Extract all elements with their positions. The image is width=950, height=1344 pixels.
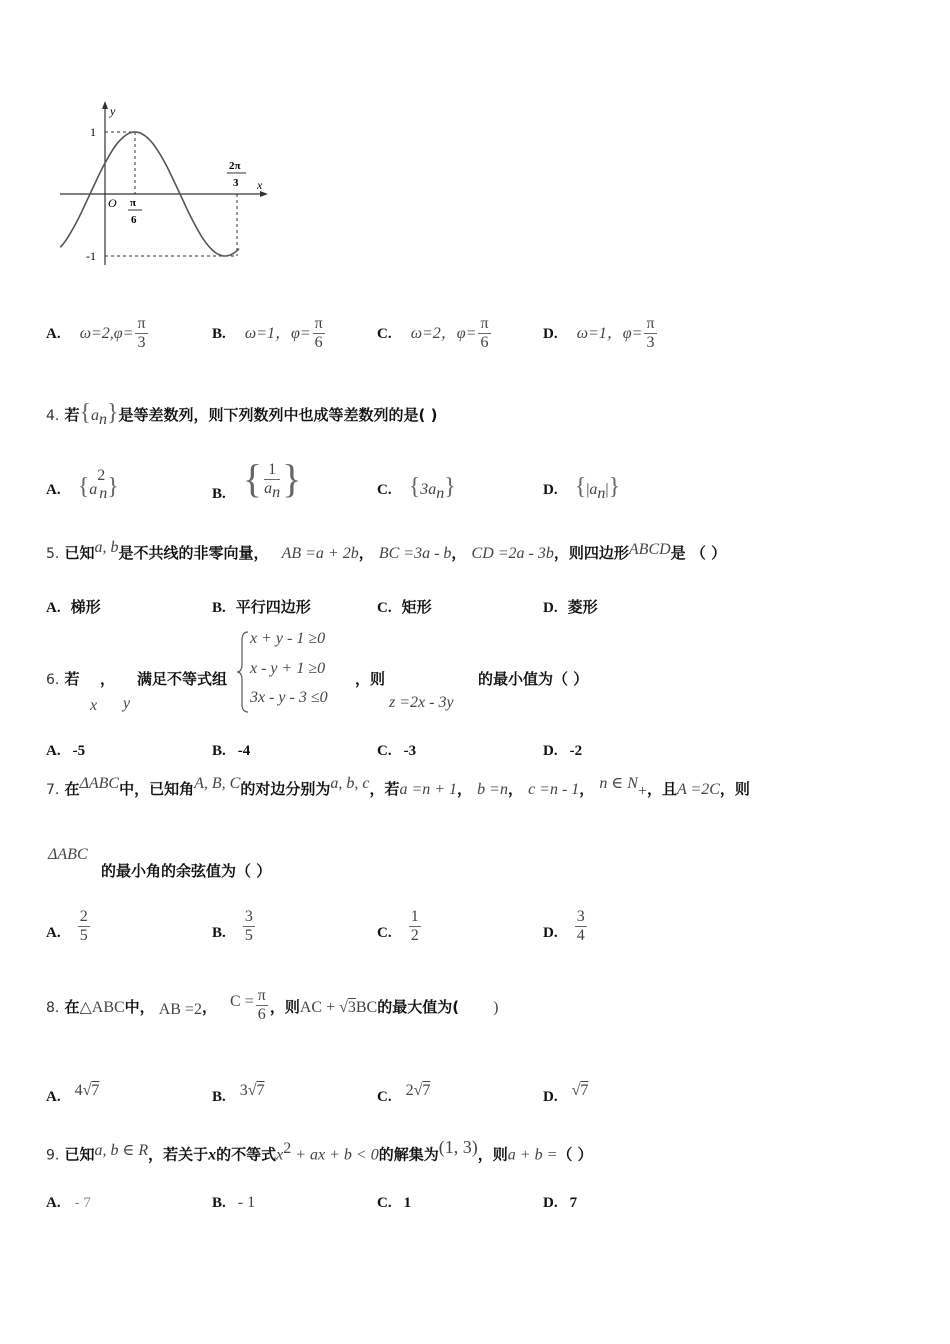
option-text: 7 (569, 1195, 578, 1211)
omega-value: ω=2, (79, 325, 114, 342)
q4-option-d[interactable]: D. $\{|a_n|\}$ (543, 474, 621, 503)
q5-option-d[interactable] (543, 596, 598, 617)
q6-option-a[interactable] (46, 740, 85, 760)
stem-math: n ∈ N (599, 775, 638, 792)
question-number: 7. (46, 782, 60, 798)
stem-math: a, b ∈ R (94, 1142, 149, 1160)
frac-num: π (646, 315, 655, 332)
q9-option-d[interactable] (543, 1192, 577, 1212)
option-label: C. (377, 743, 392, 759)
stem-text: ， (507, 780, 523, 798)
q3-option-a[interactable] (46, 315, 150, 352)
question-number: 6. (46, 672, 60, 688)
q8-option-b[interactable]: B. 3√7 (212, 1082, 265, 1105)
q3-option-c[interactable] (377, 315, 493, 352)
option-label: A. (46, 600, 61, 616)
option-text: 矩形 (401, 598, 432, 616)
stem-text: ， (451, 544, 467, 562)
option-label: B. (212, 743, 226, 759)
frac-den: 6 (257, 1006, 266, 1023)
stem-math: ΔABC (79, 775, 120, 792)
option-label: B. (212, 1089, 226, 1105)
stem-math: A =2C (676, 781, 720, 798)
stem-text: 满足不等式组 (137, 670, 228, 688)
option-text: -4 (237, 743, 251, 759)
frac-den: 6 (314, 334, 323, 351)
stem-math: AB =2 (158, 1001, 202, 1018)
var-x: x (90, 697, 98, 714)
stem-text: 中，已知角 (119, 780, 195, 798)
frac-den: 3 (646, 334, 655, 351)
option-label: B. (212, 486, 226, 502)
option-text: -5 (72, 743, 86, 759)
q3-option-d[interactable] (543, 315, 659, 352)
stem-text: 是不共线的非零向量， (118, 544, 269, 562)
option-coef: 3 (239, 1082, 248, 1099)
stem-text: 已知 (64, 1145, 95, 1164)
stem-math: CD =2a - 3b (471, 545, 554, 562)
option-math: a (89, 481, 98, 498)
q6-option-b[interactable] (212, 740, 250, 760)
stem-text: ，且 (646, 780, 677, 798)
option-coef: 2 (405, 1082, 414, 1099)
q8-option-a[interactable]: A. 4√7 (46, 1082, 100, 1105)
seq-sub: n (99, 411, 107, 429)
q6-stem (46, 668, 79, 689)
option-text: 1 (403, 1195, 412, 1211)
option-text: 菱形 (567, 598, 598, 616)
objective: z =2x - 3y (389, 694, 454, 711)
stem-math: a + b = (507, 1146, 558, 1164)
stem-text: ，则 (719, 780, 750, 798)
y-axis-label: y (110, 104, 116, 118)
option-label: A. (46, 743, 61, 759)
frac-den: 3 (137, 334, 146, 351)
option-text: - 1 (237, 1194, 256, 1211)
stem-text: ，则 (355, 670, 386, 688)
frac-num: 1 (264, 461, 280, 480)
inequality-2: x - y + 1 ≥0 (250, 660, 326, 677)
stem-math: ABCD (628, 541, 671, 558)
option-rad: 7 (91, 1082, 100, 1099)
option-sub: n (436, 485, 445, 503)
stem-var: x (208, 1146, 217, 1164)
frac-den-sub: n (272, 484, 281, 502)
stem-text: ， (358, 544, 374, 562)
x2-num: 2π (229, 160, 241, 172)
q8-option-d[interactable]: D. √7 (543, 1082, 589, 1105)
frac-num: π (257, 987, 266, 1004)
y-max-label: 1 (90, 125, 96, 139)
inequality-1: x + y - 1 ≥0 (250, 630, 326, 647)
stem-math: AB =a + 2b (281, 545, 359, 562)
q3-option-b[interactable] (212, 315, 327, 352)
sine-graph (50, 95, 290, 275)
stem-text: （ ） (557, 1145, 593, 1164)
stem-math: (1, 3) (438, 1137, 478, 1158)
stem-text: ， (579, 780, 595, 798)
stem-math: ΔABC (48, 846, 88, 863)
stem-math: BC =3a - b (378, 545, 452, 562)
option-label: A. (46, 925, 61, 941)
x1-num: π (130, 197, 137, 209)
stem-text: 的最大值为( (377, 998, 460, 1016)
frac-den: 2 (410, 927, 419, 944)
option-label: A. (46, 326, 61, 342)
question-number: 8. (46, 1000, 60, 1016)
frac-den: 5 (244, 927, 253, 944)
option-text: -3 (403, 743, 417, 759)
stem-math: + ax + b < 0 (291, 1146, 379, 1164)
option-label: C. (377, 1089, 392, 1105)
stem-text: 的最小值为（ ） (478, 670, 589, 688)
option-label: D. (543, 1195, 558, 1211)
omega-value: ω=2， (410, 325, 457, 342)
option-text: - 7 (74, 1195, 91, 1211)
option-label: C. (377, 925, 392, 941)
q4-option-c[interactable]: C. $\{3a_n\}$ (377, 474, 456, 503)
q9-option-b[interactable] (212, 1192, 255, 1212)
option-sub: n (597, 485, 606, 503)
q5-option-c[interactable] (377, 596, 432, 617)
q6-option-d[interactable] (543, 740, 582, 760)
option-sub: n (99, 485, 108, 503)
stem-text: ，若 (369, 780, 400, 798)
stem-text: 已知 (64, 544, 95, 562)
stem-text: ，则四边形 (553, 544, 629, 562)
option-text: -2 (569, 743, 583, 759)
stem-math: A, B, C (194, 775, 241, 792)
q7-option-b[interactable] (212, 908, 257, 945)
stem-text: 的不等式 (216, 1145, 277, 1164)
q7-stem (46, 775, 750, 803)
option-label: D. (543, 743, 558, 759)
stem-text: ， (100, 670, 116, 688)
option-label: B. (212, 1195, 226, 1211)
stem-text: 的最小角的余弦值为（ ） (101, 862, 272, 880)
x1-den: 6 (131, 214, 137, 226)
phi-eq: φ= (622, 325, 643, 342)
option-label: C. (377, 326, 392, 342)
stem-text: ，则 (269, 998, 300, 1016)
stem-text: ，则 (477, 1145, 508, 1164)
stem-text: ， (457, 780, 473, 798)
q4-option-a[interactable]: A. $\{a^2_n\}$ (46, 466, 119, 503)
frac-num: π (314, 315, 323, 332)
stem-math: C = (230, 993, 254, 1010)
x2-den: 3 (233, 177, 239, 189)
seq-symbol: a (91, 407, 99, 424)
inequality-3: 3x - y - 3 ≤0 (250, 689, 328, 706)
frac-num: 2 (79, 908, 88, 925)
option-label: D. (543, 600, 558, 616)
option-label: A. (46, 1089, 61, 1105)
stem-sup: 2 (283, 1140, 292, 1157)
stem-text: ，若关于 (148, 1145, 209, 1164)
omega-value: ω=1， (576, 325, 623, 342)
frac-num: 3 (244, 908, 253, 925)
frac-num: π (480, 315, 489, 332)
stem-sub: + (637, 783, 647, 801)
option-label: A. (46, 1195, 61, 1211)
option-label: D. (543, 1089, 558, 1105)
stem-math: △ABC (79, 999, 125, 1016)
question-number: 4. (46, 408, 60, 424)
option-rad: 7 (580, 1082, 589, 1099)
stem-text: 在 (64, 998, 80, 1016)
option-label: C. (377, 600, 392, 616)
option-label: C. (377, 482, 392, 498)
phi-eq: φ= (113, 325, 134, 342)
option-label: B. (212, 326, 226, 342)
y-axis-arrow (102, 101, 108, 109)
var-y: y (123, 695, 131, 712)
stem-math: c =n - 1 (528, 781, 580, 798)
stem-math: AC + (299, 999, 340, 1016)
x-axis-label: x (257, 178, 263, 192)
option-text: 平行四边形 (235, 598, 311, 616)
q7-option-a[interactable] (46, 908, 92, 945)
q9-option-c[interactable] (377, 1192, 411, 1212)
stem-math: BC (355, 999, 378, 1016)
q7-option-c[interactable] (377, 908, 423, 945)
y-min-label: -1 (86, 249, 96, 263)
option-sup: 2 (97, 466, 106, 484)
q8-option-c[interactable]: C. 2√7 (377, 1082, 431, 1105)
stem-text: 若 (64, 406, 80, 424)
option-label: D. (543, 925, 558, 941)
q6-option-c[interactable] (377, 740, 416, 760)
frac-den: a (264, 479, 273, 497)
q5-stem (46, 539, 727, 563)
origin-label: O (108, 196, 117, 210)
stem-math: a =n + 1 (399, 781, 458, 798)
q4-option-b[interactable]: B. { $\frac{1}{a_n}$ } (212, 456, 302, 502)
stem-text: 的解集为 (378, 1145, 439, 1164)
stem-text: 若 (64, 670, 80, 688)
stem-text: 的对边分别为 (240, 780, 331, 798)
q5-option-a[interactable] (46, 596, 101, 617)
option-text: 梯形 (70, 598, 101, 616)
option-math: 3a (420, 481, 437, 498)
phi-eq: φ= (456, 325, 477, 342)
question-number: 9. (46, 1147, 60, 1164)
option-label: B. (212, 925, 226, 941)
frac-num: π (137, 315, 146, 332)
omega-value: ω=1， (244, 325, 291, 342)
q8-stem: 8. 在△ABC中， AB =2， C = $\frac{\pi}{6}$ ，则AC + √3BC的最大值为( ) (46, 987, 499, 1023)
q4-stem: 4. 若$\{a_n\}$是等差数列，则下列数列中也成等差数列的是( ) (46, 400, 438, 429)
option-label: D. (543, 482, 558, 498)
option-label: B. (212, 600, 226, 616)
q5-option-b[interactable] (212, 596, 311, 617)
option-rad: 7 (422, 1082, 431, 1099)
stem-math: 3 (347, 999, 356, 1016)
q9-stem (46, 1137, 593, 1164)
stem-text: 中， (124, 998, 155, 1016)
option-label: D. (543, 326, 558, 342)
option-label: C. (377, 1195, 392, 1211)
option-rad: 7 (256, 1082, 265, 1099)
q7-option-d[interactable] (543, 908, 589, 945)
option-label: A. (46, 482, 61, 498)
option-coef: 4 (74, 1082, 83, 1099)
q9-option-a[interactable] (46, 1192, 91, 1212)
stem-text: 是 （ ） (670, 544, 727, 562)
frac-den: 5 (79, 927, 88, 944)
stem-math: a, b (94, 539, 119, 556)
stem-text: ， (201, 998, 217, 1016)
stem-math: a, b, c (330, 775, 370, 792)
stem-text: 在 (64, 780, 80, 798)
phi-eq: φ= (290, 325, 311, 342)
frac-den: 6 (480, 334, 489, 351)
stem-math: b =n (477, 781, 508, 798)
frac-den: 4 (576, 927, 585, 944)
question-number: 5. (46, 546, 60, 562)
frac-num: 3 (576, 908, 585, 925)
option-math: a (589, 481, 598, 498)
frac-num: 1 (410, 908, 419, 925)
stem-text: ) (493, 999, 499, 1016)
stem-text: 是等差数列，则下列数列中也成等差数列的是( ) (118, 406, 438, 424)
brace-icon (236, 630, 250, 714)
stem-math: x (276, 1146, 284, 1164)
